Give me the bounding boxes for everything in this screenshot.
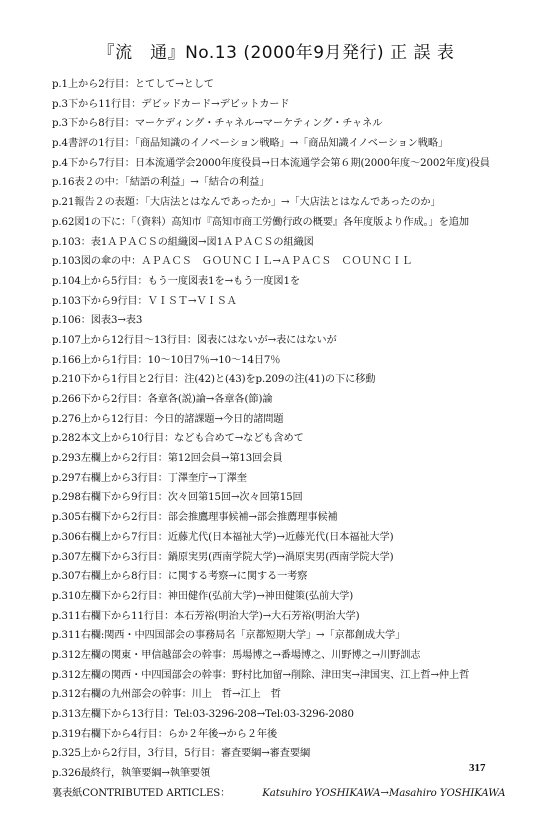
- back-cover-label: 裏表紙CONTRIBUTED ARTICLES：: [52, 787, 231, 799]
- errata-item: p.4下から7行目：日本流通学会2000年度役員→日本流通学会第６期(2000年度～2002年度)役員: [52, 157, 490, 169]
- errata-item: p.1上から2行目：とてして→として: [52, 79, 214, 90]
- errata-item: p.21報告２の表題：「大店法とはなんであったか」→「大店法とはなんであったのか」: [52, 197, 441, 209]
- errata-item: p.266下から2行目：各章各(説)論→各章各(節)論: [52, 394, 273, 405]
- errata-item: p.305右欄下から2行目：部会推鷹理事候補→部会推薦理事候補: [52, 512, 338, 524]
- errata-item: p.103図の傘の中：ＡＰＡＣＳ ＧＯＵＮＣＩＬ→ＡＰＡＣＳ ＣＯＵＮＣＩＬ: [52, 256, 412, 268]
- errata-item: p.210下から1行目と2行目：注(42)と(43)をp.209の注(41)の下に移動: [52, 374, 376, 386]
- errata-item: p.298右欄下から9行目：次々回第15回→次々回第15回: [52, 492, 303, 504]
- errata-item: p.106：図表3→表3: [52, 315, 143, 327]
- errata-item: p.319右欄下から4行目：らか２年後→から２年後: [52, 728, 278, 740]
- errata-item: p.307右欄上から8行目：に関する考察→に関する一考察: [52, 571, 308, 583]
- errata-item: p.107上から12行目～13行目：図表にはないが→表にはないが: [52, 334, 337, 346]
- errata-item: p.297右欄上から3行目：丁澤奎庁→丁澤奎: [52, 472, 247, 484]
- errata-item: p.310左欄下から2行目：神田健作(弘前大学)→神田健策(弘前大学): [52, 590, 354, 602]
- back-cover-correction: Katsuhiro YOSHIKAWA→Masahiro YOSHIKAWA: [262, 787, 506, 799]
- errata-item: p.4書評の1行目：「商品知識のイノベーション戦略」→「商品知識イノベーション戦略」: [52, 138, 449, 150]
- errata-item: p.306右欄上から7行目：近藤尤代(日本福祉大学)→近藤光代(日本福祉大学): [52, 531, 394, 543]
- errata-item: p.311右欄:関西・中四国部会の事務局名「京都短期大学」→「京都創成大学」: [52, 630, 406, 642]
- errata-item: p.104上から5行目：もう一度図表1を→もう一度図1を: [52, 275, 300, 287]
- page-number: 317: [469, 762, 486, 774]
- errata-item: p.311右欄下から11行目：本石芳裕(明治大学)→大石芳裕(明治大学): [52, 610, 360, 622]
- errata-item: p.103下から9行目：ＶＩＳＴ→ＶＩＳＡ: [52, 295, 237, 307]
- errata-item: p.312左欄の関東・甲信越部会の幹事：馬場博之→番場博之、川野博之→川野訓志: [52, 649, 421, 661]
- page-title: 『流 通』No.13 (2000年9月発行) 正 誤 表: [97, 43, 455, 63]
- errata-item: p.282本文上から10行目：なども合めて→なども含めて: [52, 433, 304, 445]
- errata-item: p.307左欄下から3行目：鍋原実男(西南学院大学)→渦原実男(西南学院大学): [52, 551, 394, 563]
- errata-list: [52, 75, 532, 803]
- errata-item: p.3下から11行目：デビッドカード→デビットカード: [52, 98, 290, 110]
- errata-item: p.276上から12行目：今日的諸課題→今日的諸問題: [52, 413, 284, 425]
- back-cover-errata: [52, 784, 532, 804]
- errata-item: p.312左欄の関西・中四国部会の幹事：野村比加留→削除、津田実→津国実、江上哲→仲上哲: [52, 669, 470, 681]
- errata-item: p.3下から8行目：マーケディング・チャネル→マーケティング・チャネル: [52, 118, 383, 130]
- errata-item: p.325上から2行目，3行目，5行目：審査要綱→審査要綱: [52, 748, 311, 760]
- errata-item: p.166上から1行目：10～10日7％→10～14日7％: [52, 354, 281, 366]
- errata-item: p.326最終行，執筆要綱→執筆要領: [52, 768, 211, 780]
- errata-item: p.16表２の中：「結語の利益」→「結合の利益」: [52, 177, 270, 189]
- errata-item: p.293左欄上から2行目：第12回会員→第13回会員: [52, 453, 283, 465]
- errata-item: p.313左欄下から13行目：Tel:03-3296-208→Tel:03-3296-2080: [52, 709, 354, 720]
- errata-item: p.312右欄の九州部会の幹事：川上 哲→江上 哲: [52, 689, 281, 701]
- errata-item: p.103：表1ＡＰＡＣＳの組織図→図1ＡＰＡＣＳの組織図: [52, 236, 314, 248]
- errata-item: p.62図1の下に：「（資料）高知市『高知市商工労働行政の概要』各年度版より作成。」を追加: [52, 216, 469, 228]
